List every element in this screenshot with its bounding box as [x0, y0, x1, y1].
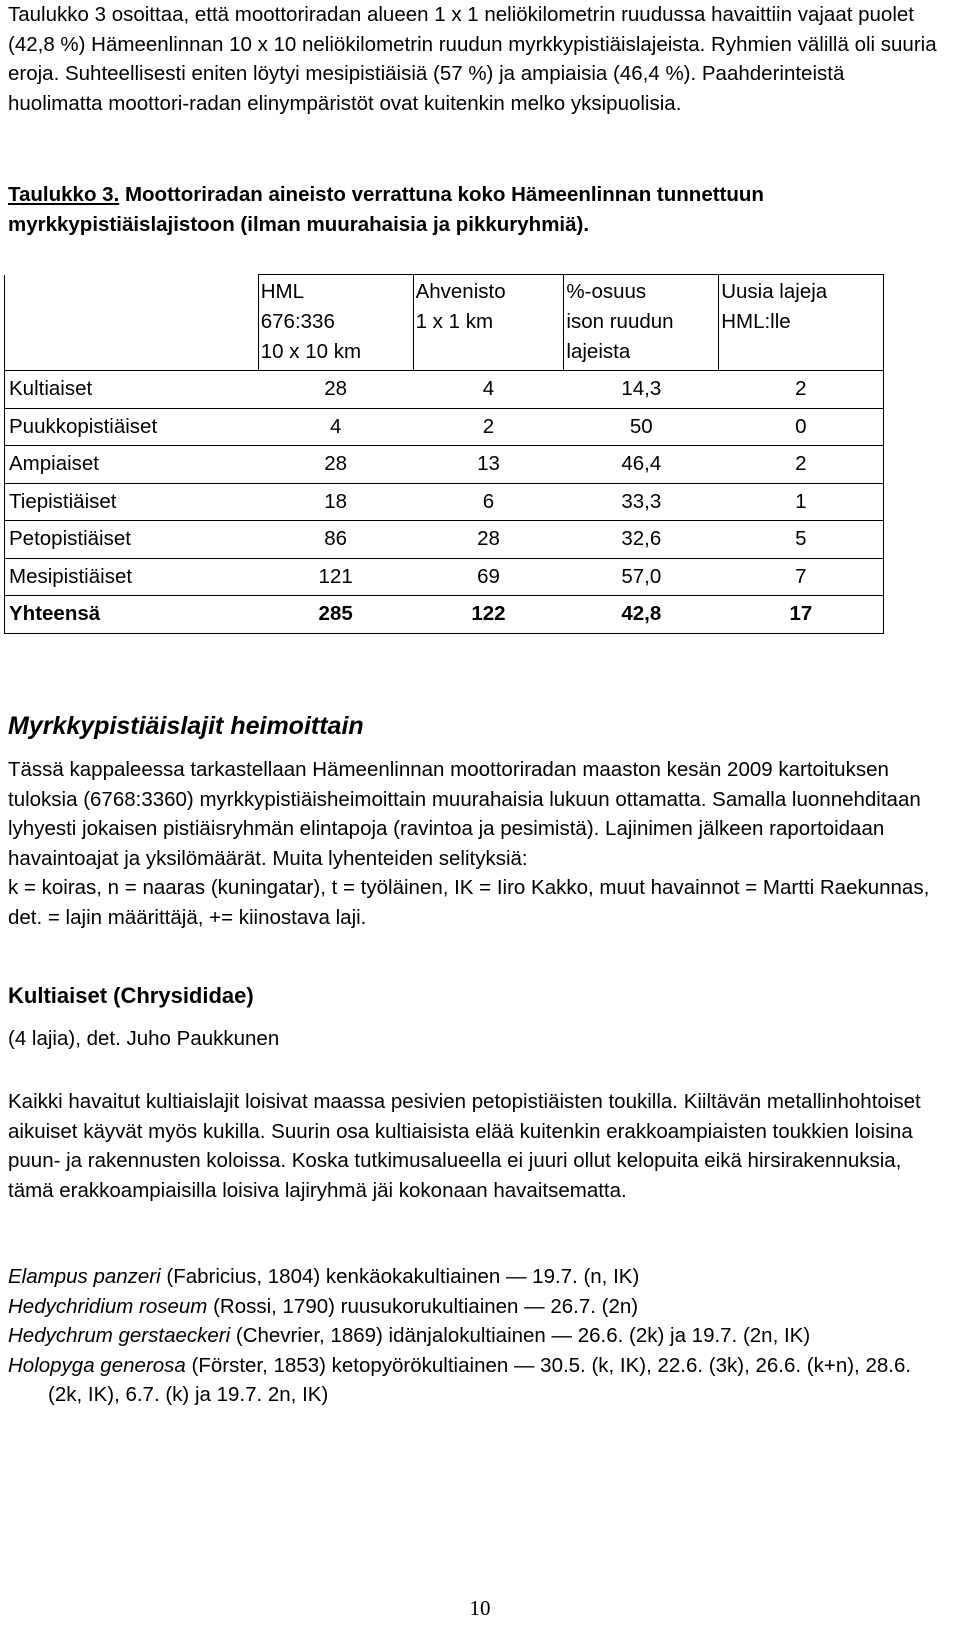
table-total-row	[5, 596, 884, 634]
cell-share: 32,6	[564, 521, 719, 559]
section-paragraph: Tässä kappaleessa tarkastellaan Hämeenlinnan moottoriradan maaston kesän 2009 kartoituksen tuloksia (6768:3360) myrkkypistiäisheimoittain muurahaisia lukuun ottamatta. Samalla luonnehditaan lyhyesti jokaisen pistiäisryhmän elintapoja (ravintoa ja pesimistä). Lajinimen jälkeen raportoidaan havaintoajat ja yksilömäärät. Muita lyhenteiden selityksiä:	[8, 758, 921, 870]
row-group-label: Ampiaiset	[5, 446, 259, 484]
header-line: 10 x 10 km	[260, 340, 362, 363]
table-row	[5, 558, 884, 596]
table-caption-text: Moottoriradan aineisto verrattuna koko Hämeenlinnan tunnettuun myrkkypistiäislajistoon (ilman muurahaisia ja pikkuryhmiä).	[8, 183, 764, 236]
table-caption-label: Taulukko 3.	[8, 183, 120, 206]
cell-share: 57,0	[564, 558, 719, 596]
species-name: Holopyga generosa	[8, 1353, 186, 1377]
intro-paragraph: Taulukko 3 osoittaa, että moottoriradan alueen 1 x 1 neliökilometrin ruudussa havaittiin vajaat puolet (42,8 %) Hämeenlinnan 10 x 10 neliökilometrin ruudun myrkkypistiäislajeista. Ryhmien välillä oli suuria eroja. Suhteellisesti eniten löytyi mesipistiäisiä (57 %) ja ampiaisia (46,4 %). Paahderinteistä huolimatta moottori-radan elinympäristöt ovat kuitenkin melko yksipuolisia.	[8, 3, 937, 115]
record-details: (Chevrier, 1869) idänjalokultiainen — 26.6. (2k) ja 19.7. (2n, IK)	[230, 1324, 811, 1347]
record-details: (Rossi, 1790) ruusukorukultiainen — 26.7. (2n)	[207, 1294, 639, 1318]
page-number: 10	[469, 1596, 491, 1620]
cell-share: 14,3	[564, 371, 719, 409]
table-row	[5, 371, 884, 409]
header-line: HML	[260, 280, 305, 303]
total-new-species: 17	[719, 596, 884, 634]
header-cell-hml	[258, 275, 413, 371]
cell-ahvenisto: 28	[413, 521, 564, 559]
header-cell-ahvenisto	[413, 275, 564, 371]
table-row	[5, 483, 884, 521]
cell-share: 50	[564, 408, 719, 446]
header-cell-share	[564, 275, 719, 371]
cell-hml: 28	[258, 371, 413, 409]
cell-new-species: 1	[719, 483, 884, 521]
cell-ahvenisto: 69	[413, 558, 564, 596]
section-heading: Myrkkypistiäislajit heimoittain	[8, 712, 364, 740]
header-line: lajeista	[566, 340, 631, 363]
row-group-label: Puukkopistiäiset	[5, 408, 259, 446]
table-row	[5, 521, 884, 559]
family-subheading: (4 lajia), det. Juho Paukkunen	[8, 1027, 280, 1050]
record-details: (Förster, 1853) ketopyörökultiainen — 30.5. (k, IK), 22.6. (3k), 26.6. (k+n), 28.6. (2k, IK), 6.7. (k) ja 19.7. 2n, IK)	[48, 1353, 912, 1406]
header-cell-new-species	[719, 275, 884, 371]
record-details: (Fabricius, 1804) kenkäokakultiainen — 19.7. (n, IK)	[160, 1265, 640, 1288]
species-record	[8, 1262, 943, 1292]
cell-new-species: 7	[719, 558, 884, 596]
header-line: HML:lle	[721, 310, 791, 333]
total-share: 42,8	[564, 596, 719, 634]
header-line: 1 x 1 km	[415, 310, 494, 333]
cell-hml: 28	[258, 446, 413, 484]
cell-ahvenisto: 13	[413, 446, 564, 484]
cell-new-species: 2	[719, 371, 884, 409]
row-group-label: Petopistiäiset	[5, 521, 259, 559]
total-hml: 285	[258, 596, 413, 634]
species-name: Hedychridium roseum	[8, 1294, 208, 1318]
cell-ahvenisto: 4	[413, 371, 564, 409]
species-comparison-table	[4, 274, 884, 634]
total-label: Yhteensä	[5, 596, 259, 634]
table-caption	[8, 180, 938, 240]
cell-share: 46,4	[564, 446, 719, 484]
header-line: Ahvenisto	[415, 280, 506, 303]
header-line: 676:336	[260, 310, 335, 333]
cell-hml: 121	[258, 558, 413, 596]
cell-hml: 18	[258, 483, 413, 521]
cell-hml: 86	[258, 521, 413, 559]
cell-new-species: 2	[719, 446, 884, 484]
table-row	[5, 446, 884, 484]
header-line: Uusia lajeja	[721, 280, 828, 303]
species-record	[8, 1351, 943, 1410]
table-row	[5, 408, 884, 446]
species-record	[8, 1292, 943, 1322]
cell-ahvenisto: 2	[413, 408, 564, 446]
cell-hml: 4	[258, 408, 413, 446]
total-ahvenisto: 122	[413, 596, 564, 634]
family-paragraph: Kaikki havaitut kultiaislajit loisivat maassa pesivien petopistiäisten toukilla. Kiiltävän metallinhohtoiset aikuiset käyvät myös kukilla. Suurin osa kultiaisista elää kuitenkin erakkoampiaisten toukkien loisina puun- ja rakennusten koloissa. Koska tutkimusalueella ei juuri ollut kelopuita eikä hirsirakennuksia, tämä erakkoampiaisilla loisiva lajiryhmä jäi kokonaan havaitsematta.	[8, 1090, 921, 1202]
cell-new-species: 5	[719, 521, 884, 559]
species-name: Elampus panzeri	[8, 1265, 161, 1288]
cell-new-species: 0	[719, 408, 884, 446]
abbreviation-paragraph: k = koiras, n = naaras (kuningatar), t = työläinen, IK = Iiro Kakko, muut havainnot = Martti Raekunnas, det. = lajin määrittäjä, += kiinostava laji.	[8, 876, 930, 929]
row-group-label: Tiepistiäiset	[5, 483, 259, 521]
row-group-label: Kultiaiset	[5, 371, 259, 409]
cell-ahvenisto: 6	[413, 483, 564, 521]
table-header-row	[5, 275, 884, 371]
family-heading: Kultiaiset (Chrysididae)	[8, 983, 254, 1008]
cell-share: 33,3	[564, 483, 719, 521]
species-record	[8, 1321, 943, 1351]
species-records	[8, 1262, 943, 1410]
header-line: %-osuus	[566, 280, 647, 303]
header-empty-cell	[5, 275, 259, 371]
row-group-label: Mesipistiäiset	[5, 558, 259, 596]
header-line: ison ruudun	[566, 310, 674, 333]
section-body	[8, 755, 938, 932]
species-name: Hedychrum gerstaeckeri	[8, 1324, 231, 1347]
